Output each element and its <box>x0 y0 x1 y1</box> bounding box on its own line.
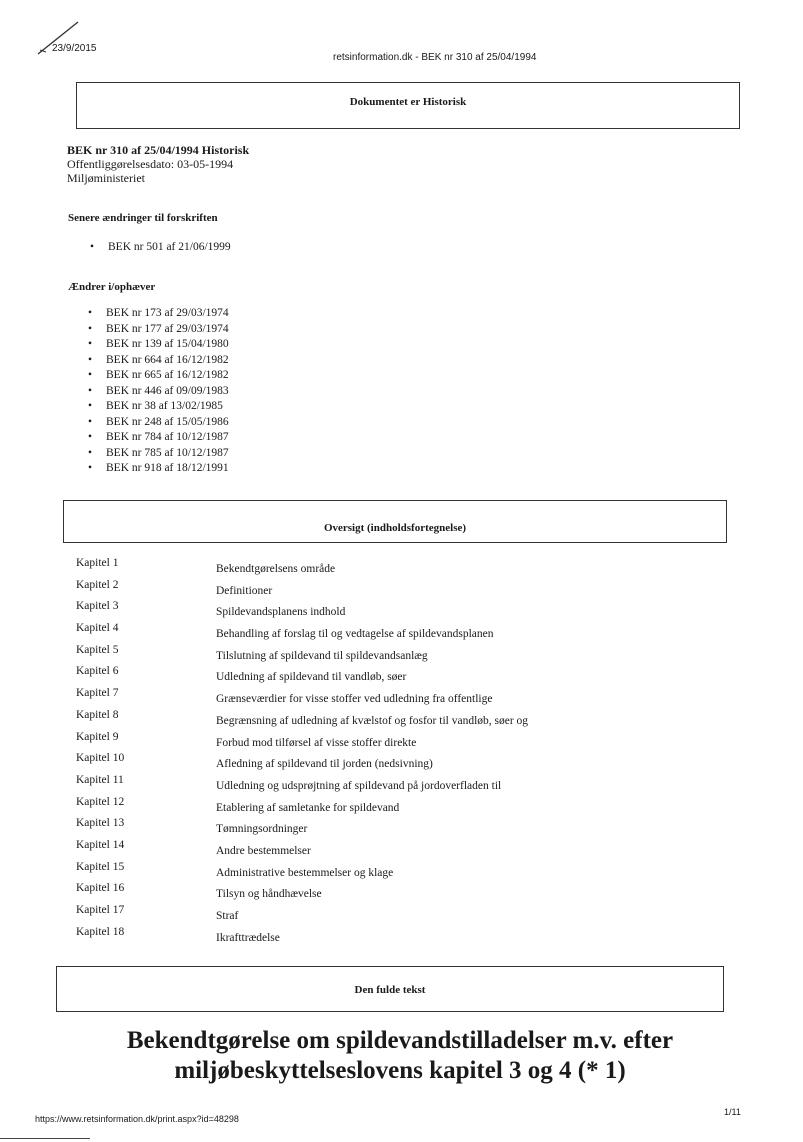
document-title-line: miljøbeskyttelseslovens kapitel 3 og 4 (* 1) <box>174 1057 626 1084</box>
toc-box <box>63 500 727 543</box>
toc-chapter-title: Spildevandsplanens indhold <box>216 606 346 619</box>
amends-link[interactable]: • BEK nr 665 af 16/12/1982 <box>88 369 229 385</box>
toc-row[interactable] <box>70 839 590 861</box>
amends-link[interactable]: • BEK nr 918 af 18/12/1991 <box>88 462 229 478</box>
toc-row[interactable] <box>70 904 590 926</box>
ministry: Miljøministeriet <box>67 171 145 185</box>
toc-chapter-number[interactable]: Kapitel 12 <box>76 795 125 808</box>
toc-chapter-title: Straf <box>216 910 239 922</box>
toc-chapter-number[interactable]: Kapitel 14 <box>76 838 125 851</box>
footer-url: https://www.retsinformation.dk/print.aspx?id=48298 <box>35 1114 239 1124</box>
document-heading: BEK nr 310 af 25/04/1994 Historisk <box>67 143 250 157</box>
toc-chapter-number[interactable]: Kapitel 8 <box>76 708 119 721</box>
toc-chapter-number[interactable]: Kapitel 1 <box>76 557 119 569</box>
toc-row[interactable] <box>70 861 590 883</box>
status-label: Dokumentet er Historisk <box>349 96 467 108</box>
toc-chapter-number[interactable]: Kapitel 17 <box>76 904 125 916</box>
toc-row[interactable] <box>70 709 590 731</box>
toc-chapter-title: Udledning og udsprøjtning af spildevand på jordoverfladen til <box>216 779 502 792</box>
toc-chapter-number[interactable]: Kapitel 6 <box>76 665 119 678</box>
document-meta <box>67 143 249 185</box>
amends-label: Ændrer i/ophæver <box>68 281 156 293</box>
toc-chapter-title: Behandling af forslag til og vedtagelse af spildevandsplanen <box>216 628 494 641</box>
amends-link[interactable]: • BEK nr 785 af 10/12/1987 <box>88 447 229 463</box>
toc-row[interactable] <box>70 926 590 948</box>
toc-row[interactable] <box>70 796 590 818</box>
toc-row[interactable] <box>70 622 590 644</box>
toc-chapter-number[interactable]: Kapitel 11 <box>76 773 124 786</box>
toc-row[interactable] <box>70 687 590 709</box>
amends-link[interactable]: • BEK nr 664 af 16/12/1982 <box>88 354 229 370</box>
toc-chapter-number[interactable]: Kapitel 15 <box>76 860 125 873</box>
toc-row[interactable] <box>70 731 590 753</box>
toc-row[interactable] <box>70 644 590 666</box>
toc-chapter-number[interactable]: Kapitel 2 <box>76 578 119 591</box>
page-number: 1/11 <box>724 1107 741 1117</box>
toc-chapter-number[interactable]: Kapitel 5 <box>76 643 119 656</box>
later-changes-label: Senere ændringer til forskriften <box>68 212 218 224</box>
amends-link[interactable]: • BEK nr 446 af 09/09/1983 <box>88 385 229 401</box>
amends-link[interactable]: • BEK nr 139 af 15/04/1980 <box>88 338 229 354</box>
toc-chapter-title: Grænseværdier for visse stoffer ved udledning fra offentlige <box>216 693 493 706</box>
toc-chapter-number[interactable]: Kapitel 4 <box>76 622 119 635</box>
toc-chapter-number[interactable]: Kapitel 7 <box>76 687 119 700</box>
toc-row[interactable] <box>70 665 590 687</box>
toc-chapter-number[interactable]: Kapitel 13 <box>76 817 125 830</box>
toc-row[interactable] <box>70 752 590 774</box>
toc-label: Oversigt (indholdsfortegnelse) <box>323 522 467 534</box>
toc-chapter-title: Begrænsning af udledning af kvælstof og fosfor til vandløb, søer og <box>216 714 529 727</box>
publication-date: Offentliggørelsesdato: 03-05-1994 <box>67 157 234 171</box>
print-date: 23/9/2015 <box>52 43 97 54</box>
toc-chapter-number[interactable]: Kapitel 16 <box>76 882 125 895</box>
fulltext-box <box>56 966 724 1012</box>
toc-table <box>70 557 590 947</box>
amends-link[interactable]: • BEK nr 173 af 29/03/1974 <box>88 307 229 323</box>
print-header-source: retsinformation.dk - BEK nr 310 af 25/04/1994 <box>333 52 537 63</box>
amends-link[interactable]: • BEK nr 248 af 15/05/1986 <box>88 416 229 432</box>
toc-chapter-title: Ikrafttrædelse <box>216 931 280 944</box>
document-title-line: Bekendtgørelse om spildevandstilladelser m.v. efter <box>126 1027 674 1054</box>
toc-chapter-title: Tømningsordninger <box>216 823 308 836</box>
toc-chapter-title: Etablering af samletanke for spildevand <box>216 801 400 814</box>
document-title <box>60 1026 740 1086</box>
later-changes-list <box>90 241 231 257</box>
amends-link[interactable]: • BEK nr 784 af 10/12/1987 <box>88 431 229 447</box>
status-box <box>76 82 740 129</box>
amends-link[interactable]: • BEK nr 177 af 29/03/1974 <box>88 323 229 339</box>
later-change-link[interactable]: • BEK nr 501 af 21/06/1999 <box>90 241 231 257</box>
toc-chapter-number[interactable]: Kapitel 10 <box>76 752 125 765</box>
toc-row[interactable] <box>70 817 590 839</box>
toc-chapter-title: Tilslutning af spildevand til spildevandsanlæg <box>216 649 428 662</box>
toc-chapter-title: Andre bestemmelser <box>216 844 311 857</box>
toc-chapter-title: Administrative bestemmelser og klage <box>216 866 394 879</box>
toc-chapter-number[interactable]: Kapitel 3 <box>76 600 119 613</box>
toc-row[interactable] <box>70 579 590 601</box>
toc-row[interactable] <box>70 600 590 622</box>
toc-row[interactable] <box>70 882 590 904</box>
fulltext-label: Den fulde tekst <box>354 984 426 996</box>
toc-chapter-title: Bekendtgørelsens område <box>216 563 336 575</box>
bottom-rule <box>0 1138 90 1139</box>
toc-chapter-title: Forbud mod tilførsel af visse stoffer direkte <box>216 736 417 749</box>
toc-chapter-number[interactable]: Kapitel 9 <box>76 730 119 743</box>
toc-chapter-number[interactable]: Kapitel 18 <box>76 925 125 938</box>
toc-chapter-title: Udledning af spildevand til vandløb, søer <box>216 671 407 684</box>
toc-chapter-title: Tilsyn og håndhævelse <box>216 888 322 901</box>
toc-chapter-title: Afledning af spildevand til jorden (nedsivning) <box>216 758 433 771</box>
toc-chapter-title: Definitioner <box>216 584 273 597</box>
amends-list <box>88 307 229 478</box>
toc-row[interactable] <box>70 557 590 579</box>
toc-row[interactable] <box>70 774 590 796</box>
amends-link[interactable]: • BEK nr 38 af 13/02/1985 <box>88 400 229 416</box>
